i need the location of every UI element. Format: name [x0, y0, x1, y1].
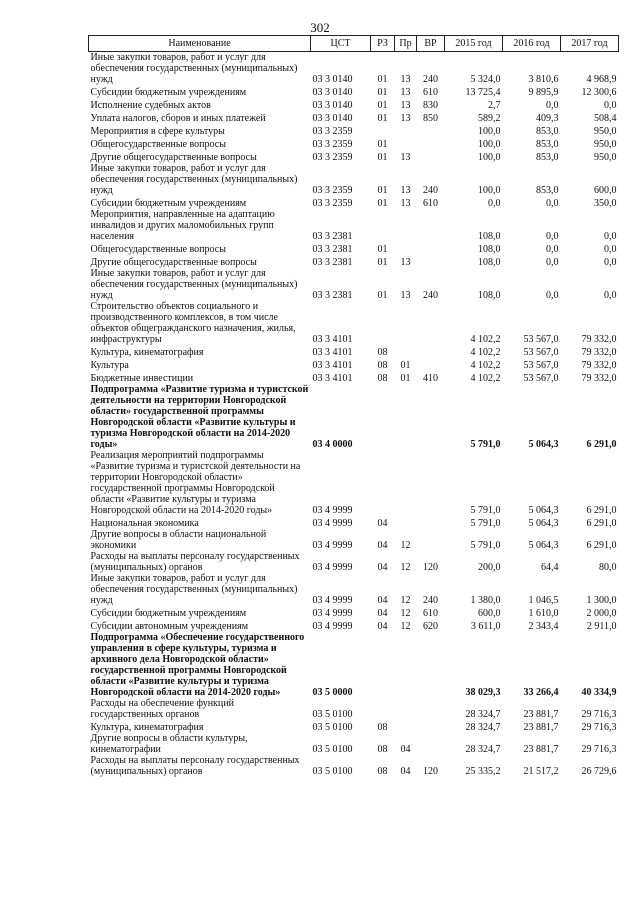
row-value-2015: 1 380,0 — [470, 595, 501, 606]
row-cst: 03 3 2381 — [312, 290, 353, 301]
header-cst: ЦСТ — [311, 36, 371, 52]
row-rz: 04 — [377, 540, 388, 551]
row-pr: 13 — [400, 87, 411, 98]
row-value-2017: 80,0 — [599, 562, 617, 573]
row-value-2017: 600,0 — [594, 185, 617, 196]
table-row — [89, 755, 619, 777]
table-row — [89, 573, 619, 606]
table-row — [89, 150, 619, 163]
row-value-2016: 0,0 — [546, 100, 559, 111]
row-pr: 13 — [400, 113, 411, 124]
row-value-2015: 4 102,2 — [470, 334, 501, 345]
row-pr — [395, 720, 417, 733]
row-value-2016: 0,0 — [546, 257, 559, 268]
header-pr: Пр — [395, 36, 417, 52]
row-value-2015: 5 791,0 — [470, 505, 501, 516]
row-value-2017: 950,0 — [594, 139, 617, 150]
row-rz: 04 — [377, 518, 388, 529]
row-rz: 01 — [377, 244, 388, 255]
row-cst: 03 4 9999 — [312, 595, 353, 606]
row-cst: 03 4 9999 — [312, 608, 353, 619]
row-pr: 13 — [400, 185, 411, 196]
row-value-2015: 600,0 — [478, 608, 501, 619]
row-pr — [395, 632, 417, 698]
row-pr: 13 — [400, 290, 411, 301]
table-row — [89, 551, 619, 573]
row-value-2015: 4 102,2 — [470, 373, 501, 384]
row-rz — [371, 698, 395, 720]
row-cst: 03 5 0100 — [312, 722, 353, 733]
row-value-2015: 108,0 — [478, 257, 501, 268]
row-rz: 08 — [377, 744, 388, 755]
row-value-2016: 5 064,3 — [528, 505, 559, 516]
row-pr: 12 — [400, 621, 411, 632]
row-value-2016: 853,0 — [536, 126, 559, 137]
row-cst: 03 4 9999 — [312, 505, 353, 516]
row-name: Бюджетные инвестиции — [90, 373, 194, 384]
row-value-2015: 589,2 — [478, 113, 501, 124]
row-value-2016: 53 567,0 — [523, 373, 559, 384]
row-value-2017: 79 332,0 — [581, 360, 617, 371]
row-cst: 03 4 9999 — [312, 562, 353, 573]
row-pr: 12 — [400, 562, 411, 573]
row-name: Другие вопросы в области культуры, кинематографии — [90, 733, 248, 755]
row-value-2017: 29 716,3 — [581, 709, 617, 720]
row-vr — [417, 384, 445, 450]
row-pr — [395, 124, 417, 137]
row-name: Другие вопросы в области национальной экономики — [90, 529, 267, 551]
row-value-2017: 0,0 — [604, 257, 617, 268]
row-value-2017: 12 300,6 — [581, 87, 617, 98]
row-vr: 850 — [423, 113, 438, 124]
row-value-2016: 64,4 — [541, 562, 559, 573]
row-value-2017: 0,0 — [604, 290, 617, 301]
table-header-row — [89, 36, 619, 52]
row-rz — [371, 632, 395, 698]
table-row — [89, 698, 619, 720]
row-value-2015: 4 102,2 — [470, 347, 501, 358]
row-value-2016: 9 895,9 — [528, 87, 559, 98]
row-cst: 03 3 2359 — [312, 185, 353, 196]
row-value-2015: 25 335,2 — [465, 766, 501, 777]
row-rz: 04 — [377, 562, 388, 573]
row-rz: 01 — [377, 185, 388, 196]
table-row — [89, 196, 619, 209]
row-pr: 13 — [400, 74, 411, 85]
row-value-2016: 23 881,7 — [523, 709, 559, 720]
row-pr: 04 — [400, 766, 411, 777]
row-value-2017: 29 716,3 — [581, 744, 617, 755]
row-pr: 13 — [400, 152, 411, 163]
budget-table — [88, 35, 619, 777]
row-value-2015: 0,0 — [488, 198, 501, 209]
row-vr — [417, 450, 445, 516]
row-pr — [395, 137, 417, 150]
table-row — [89, 163, 619, 196]
row-value-2017: 40 334,9 — [581, 687, 617, 698]
row-value-2016: 0,0 — [546, 290, 559, 301]
row-pr: 12 — [400, 540, 411, 551]
row-rz: 01 — [377, 139, 388, 150]
row-value-2015: 108,0 — [478, 290, 501, 301]
row-rz: 04 — [377, 595, 388, 606]
row-pr: 13 — [400, 198, 411, 209]
row-rz: 01 — [377, 87, 388, 98]
table-row — [89, 358, 619, 371]
page-number: 302 — [310, 20, 330, 35]
table-row — [89, 268, 619, 301]
row-vr: 240 — [423, 185, 438, 196]
table-row — [89, 720, 619, 733]
row-cst: 03 5 0100 — [312, 709, 353, 720]
row-value-2016: 53 567,0 — [523, 360, 559, 371]
row-value-2015: 13 725,4 — [465, 87, 501, 98]
row-rz: 01 — [377, 290, 388, 301]
row-value-2015: 5 324,0 — [470, 74, 501, 85]
row-value-2015: 28 324,7 — [465, 744, 501, 755]
row-value-2016: 409,3 — [536, 113, 559, 124]
row-rz: 04 — [377, 621, 388, 632]
row-value-2017: 0,0 — [604, 100, 617, 111]
row-vr: 240 — [423, 595, 438, 606]
row-name: Строительство объектов социального и производственного комплексов, в том числе объектов общегражданского назначения, жилья, инфраструктуры — [90, 301, 296, 345]
row-pr: 12 — [400, 608, 411, 619]
row-cst: 03 3 0140 — [312, 100, 353, 111]
row-cst: 03 4 9999 — [312, 518, 353, 529]
row-value-2015: 100,0 — [478, 185, 501, 196]
row-value-2015: 2,7 — [488, 100, 501, 111]
row-rz: 01 — [377, 152, 388, 163]
row-pr — [395, 345, 417, 358]
row-value-2016: 23 881,7 — [523, 744, 559, 755]
row-cst: 03 3 0140 — [312, 87, 353, 98]
row-value-2015: 100,0 — [478, 126, 501, 137]
row-vr — [417, 358, 445, 371]
table-row — [89, 301, 619, 345]
row-value-2017: 508,4 — [594, 113, 617, 124]
row-value-2016: 1 610,0 — [528, 608, 559, 619]
row-name: Исполнение судебных актов — [90, 100, 211, 111]
table-row — [89, 255, 619, 268]
row-value-2017: 2 000,0 — [586, 608, 617, 619]
row-pr: 04 — [400, 744, 411, 755]
row-vr — [417, 345, 445, 358]
row-cst: 03 3 0140 — [312, 113, 353, 124]
table-row — [89, 733, 619, 755]
row-value-2016: 853,0 — [536, 185, 559, 196]
row-name: Иные закупки товаров, работ и услуг для обеспечения государственных (муниципальных) нужд — [90, 163, 298, 196]
row-value-2015: 3 611,0 — [470, 621, 501, 632]
table-row — [89, 345, 619, 358]
row-value-2015: 108,0 — [478, 244, 501, 255]
table-row — [89, 606, 619, 619]
row-cst: 03 3 2359 — [312, 152, 353, 163]
row-name: Иные закупки товаров, работ и услуг для обеспечения государственных (муниципальных) нужд — [90, 268, 298, 301]
row-vr: 240 — [423, 290, 438, 301]
row-vr: 410 — [423, 373, 438, 384]
header-rz: РЗ — [371, 36, 395, 52]
row-vr — [417, 150, 445, 163]
row-value-2016: 0,0 — [546, 231, 559, 242]
row-value-2017: 1 300,0 — [586, 595, 617, 606]
row-value-2016: 3 810,6 — [528, 74, 559, 85]
row-rz: 08 — [377, 766, 388, 777]
row-value-2016: 1 046,5 — [528, 595, 559, 606]
row-vr — [417, 124, 445, 137]
row-value-2016: 5 064,3 — [528, 439, 559, 450]
row-cst: 03 5 0000 — [312, 687, 353, 698]
row-value-2016: 5 064,3 — [528, 540, 559, 551]
row-pr — [395, 516, 417, 529]
row-rz — [371, 384, 395, 450]
row-value-2017: 79 332,0 — [581, 334, 617, 345]
row-cst: 03 3 0140 — [312, 74, 353, 85]
row-rz: 08 — [377, 722, 388, 733]
row-value-2016: 5 064,3 — [528, 518, 559, 529]
row-value-2015: 28 324,7 — [465, 709, 501, 720]
row-value-2016: 23 881,7 — [523, 722, 559, 733]
row-value-2017: 29 716,3 — [581, 722, 617, 733]
row-pr: 01 — [400, 360, 411, 371]
row-pr — [395, 384, 417, 450]
row-vr: 240 — [423, 74, 438, 85]
table-row — [89, 384, 619, 450]
table-row — [89, 516, 619, 529]
row-name: Субсидии бюджетным учреждениям — [90, 608, 247, 619]
row-value-2015: 5 791,0 — [470, 518, 501, 529]
row-name: Национальная экономика — [90, 518, 199, 529]
row-name: Мероприятия, направленные на адаптацию инвалидов и других маломобильных групп населения — [90, 209, 275, 242]
row-rz — [371, 124, 395, 137]
header-vr: ВР — [417, 36, 445, 52]
row-cst: 03 3 4101 — [312, 373, 353, 384]
table-row — [89, 137, 619, 150]
table-row — [89, 529, 619, 551]
row-name: Расходы на выплаты персоналу государственных (муниципальных) органов — [90, 755, 300, 777]
row-cst: 03 4 0000 — [312, 439, 353, 450]
row-vr — [417, 209, 445, 242]
table-row — [89, 98, 619, 111]
row-name: Общегосударственные вопросы — [90, 244, 226, 255]
row-rz: 08 — [377, 347, 388, 358]
row-name: Другие общегосударственные вопросы — [90, 152, 257, 163]
row-name: Мероприятия в сфере культуры — [90, 126, 225, 137]
row-name: Культура, кинематография — [90, 722, 204, 733]
row-vr — [417, 255, 445, 268]
row-cst: 03 3 4101 — [312, 347, 353, 358]
row-name: Субсидии бюджетным учреждениям — [90, 87, 247, 98]
row-rz — [371, 209, 395, 242]
row-value-2015: 28 324,7 — [465, 722, 501, 733]
row-name: Расходы на обеспечение функций государственных органов — [90, 698, 234, 720]
header-2015: 2015 год — [445, 36, 503, 52]
row-name: Общегосударственные вопросы — [90, 139, 226, 150]
row-vr: 610 — [423, 198, 438, 209]
row-value-2016: 2 343,4 — [528, 621, 559, 632]
row-rz: 04 — [377, 608, 388, 619]
row-name: Культура — [90, 360, 129, 371]
row-vr: 120 — [423, 562, 438, 573]
row-value-2017: 79 332,0 — [581, 373, 617, 384]
row-vr — [417, 529, 445, 551]
row-pr — [395, 301, 417, 345]
row-name: Расходы на выплаты персоналу государственных (муниципальных) органов — [90, 551, 300, 573]
row-value-2017: 950,0 — [594, 126, 617, 137]
table-row — [89, 632, 619, 698]
table-row — [89, 52, 619, 86]
table-row — [89, 209, 619, 242]
row-value-2015: 100,0 — [478, 152, 501, 163]
row-name: Реализация мероприятий подпрограммы «Развитие туризма и туристской деятельности на территории Новгородской области» государственной программы Новгородской области «Развитие культуры и туризма Новгородской области на 2014-2020 годы» — [90, 450, 301, 516]
table-row — [89, 450, 619, 516]
row-value-2015: 200,0 — [478, 562, 501, 573]
row-value-2016: 853,0 — [536, 152, 559, 163]
row-value-2017: 26 729,6 — [581, 766, 617, 777]
row-cst: 03 3 4101 — [312, 334, 353, 345]
row-value-2015: 38 029,3 — [465, 687, 501, 698]
row-rz: 01 — [377, 113, 388, 124]
row-vr: 610 — [423, 608, 438, 619]
row-pr: 13 — [400, 257, 411, 268]
header-name: Наименование — [89, 36, 311, 52]
row-cst: 03 3 2359 — [312, 198, 353, 209]
header-2017: 2017 год — [561, 36, 619, 52]
row-value-2016: 33 266,4 — [523, 687, 559, 698]
row-cst: 03 3 4101 — [312, 360, 353, 371]
row-value-2017: 6 291,0 — [586, 439, 617, 450]
table-row — [89, 111, 619, 124]
row-rz: 01 — [377, 100, 388, 111]
table-row — [89, 242, 619, 255]
row-name: Культура, кинематография — [90, 347, 204, 358]
row-pr: 13 — [400, 100, 411, 111]
row-vr: 620 — [423, 621, 438, 632]
row-vr: 120 — [423, 766, 438, 777]
row-value-2015: 100,0 — [478, 139, 501, 150]
table-body — [89, 52, 619, 778]
row-cst: 03 3 2359 — [312, 139, 353, 150]
row-pr: 12 — [400, 595, 411, 606]
row-cst: 03 4 9999 — [312, 540, 353, 551]
row-rz: 01 — [377, 198, 388, 209]
row-cst: 03 5 0100 — [312, 744, 353, 755]
table-row — [89, 124, 619, 137]
row-vr — [417, 516, 445, 529]
row-value-2016: 21 517,2 — [523, 766, 559, 777]
row-rz: 08 — [377, 373, 388, 384]
row-value-2017: 4 968,9 — [586, 74, 617, 85]
row-value-2017: 6 291,0 — [586, 518, 617, 529]
header-2016: 2016 год — [503, 36, 561, 52]
row-value-2016: 0,0 — [546, 198, 559, 209]
row-value-2017: 350,0 — [594, 198, 617, 209]
row-rz: 01 — [377, 257, 388, 268]
row-value-2017: 0,0 — [604, 244, 617, 255]
row-pr — [395, 242, 417, 255]
row-rz — [371, 450, 395, 516]
row-vr — [417, 733, 445, 755]
row-vr — [417, 137, 445, 150]
row-value-2017: 2 911,0 — [586, 621, 617, 632]
row-value-2017: 6 291,0 — [586, 540, 617, 551]
row-vr — [417, 632, 445, 698]
row-vr — [417, 242, 445, 255]
row-name: Другие общегосударственные вопросы — [90, 257, 257, 268]
row-value-2016: 0,0 — [546, 244, 559, 255]
row-pr: 01 — [400, 373, 411, 384]
row-value-2017: 79 332,0 — [581, 347, 617, 358]
row-pr — [395, 698, 417, 720]
row-value-2017: 0,0 — [604, 231, 617, 242]
row-name: Иные закупки товаров, работ и услуг для обеспечения государственных (муниципальных) нужд — [90, 52, 298, 85]
row-cst: 03 4 9999 — [312, 621, 353, 632]
row-cst: 03 5 0100 — [312, 766, 353, 777]
row-rz: 01 — [377, 74, 388, 85]
row-name: Уплата налогов, сборов и иных платежей — [90, 113, 266, 124]
row-value-2017: 6 291,0 — [586, 505, 617, 516]
row-vr: 610 — [423, 87, 438, 98]
row-name: Подпрограмма «Развитие туризма и туристской деятельности на территории Новгородской области» государственной программы Новгородской области «Развитие культуры и туризма Новгородской области на 2014-2020 годы» — [90, 384, 309, 450]
row-cst: 03 3 2359 — [312, 126, 353, 137]
row-cst: 03 3 2381 — [312, 231, 353, 242]
row-value-2016: 853,0 — [536, 139, 559, 150]
row-pr — [395, 450, 417, 516]
table-row — [89, 85, 619, 98]
row-cst: 03 3 2381 — [312, 244, 353, 255]
row-vr — [417, 698, 445, 720]
row-pr — [395, 209, 417, 242]
row-value-2016: 53 567,0 — [523, 334, 559, 345]
row-rz: 08 — [377, 360, 388, 371]
row-rz — [371, 301, 395, 345]
row-name: Субсидии автономным учреждениям — [90, 621, 249, 632]
row-value-2016: 53 567,0 — [523, 347, 559, 358]
table-row — [89, 371, 619, 384]
row-value-2015: 108,0 — [478, 231, 501, 242]
row-vr — [417, 301, 445, 345]
row-cst: 03 3 2381 — [312, 257, 353, 268]
row-value-2015: 5 791,0 — [470, 439, 501, 450]
row-vr — [417, 720, 445, 733]
row-name: Иные закупки товаров, работ и услуг для обеспечения государственных (муниципальных) нужд — [90, 573, 298, 606]
table-row — [89, 619, 619, 632]
row-vr: 830 — [423, 100, 438, 111]
row-value-2017: 950,0 — [594, 152, 617, 163]
row-name: Субсидии бюджетным учреждениям — [90, 198, 247, 209]
row-name: Подпрограмма «Обеспечение государственного управления в сфере культуры, туризма и архивного дела Новгородской области» государственной программы Новгородской области «Развитие культуры и туризма Новгородской области на 2014-2020 годы» — [90, 632, 305, 698]
row-value-2015: 5 791,0 — [470, 540, 501, 551]
row-value-2015: 4 102,2 — [470, 360, 501, 371]
